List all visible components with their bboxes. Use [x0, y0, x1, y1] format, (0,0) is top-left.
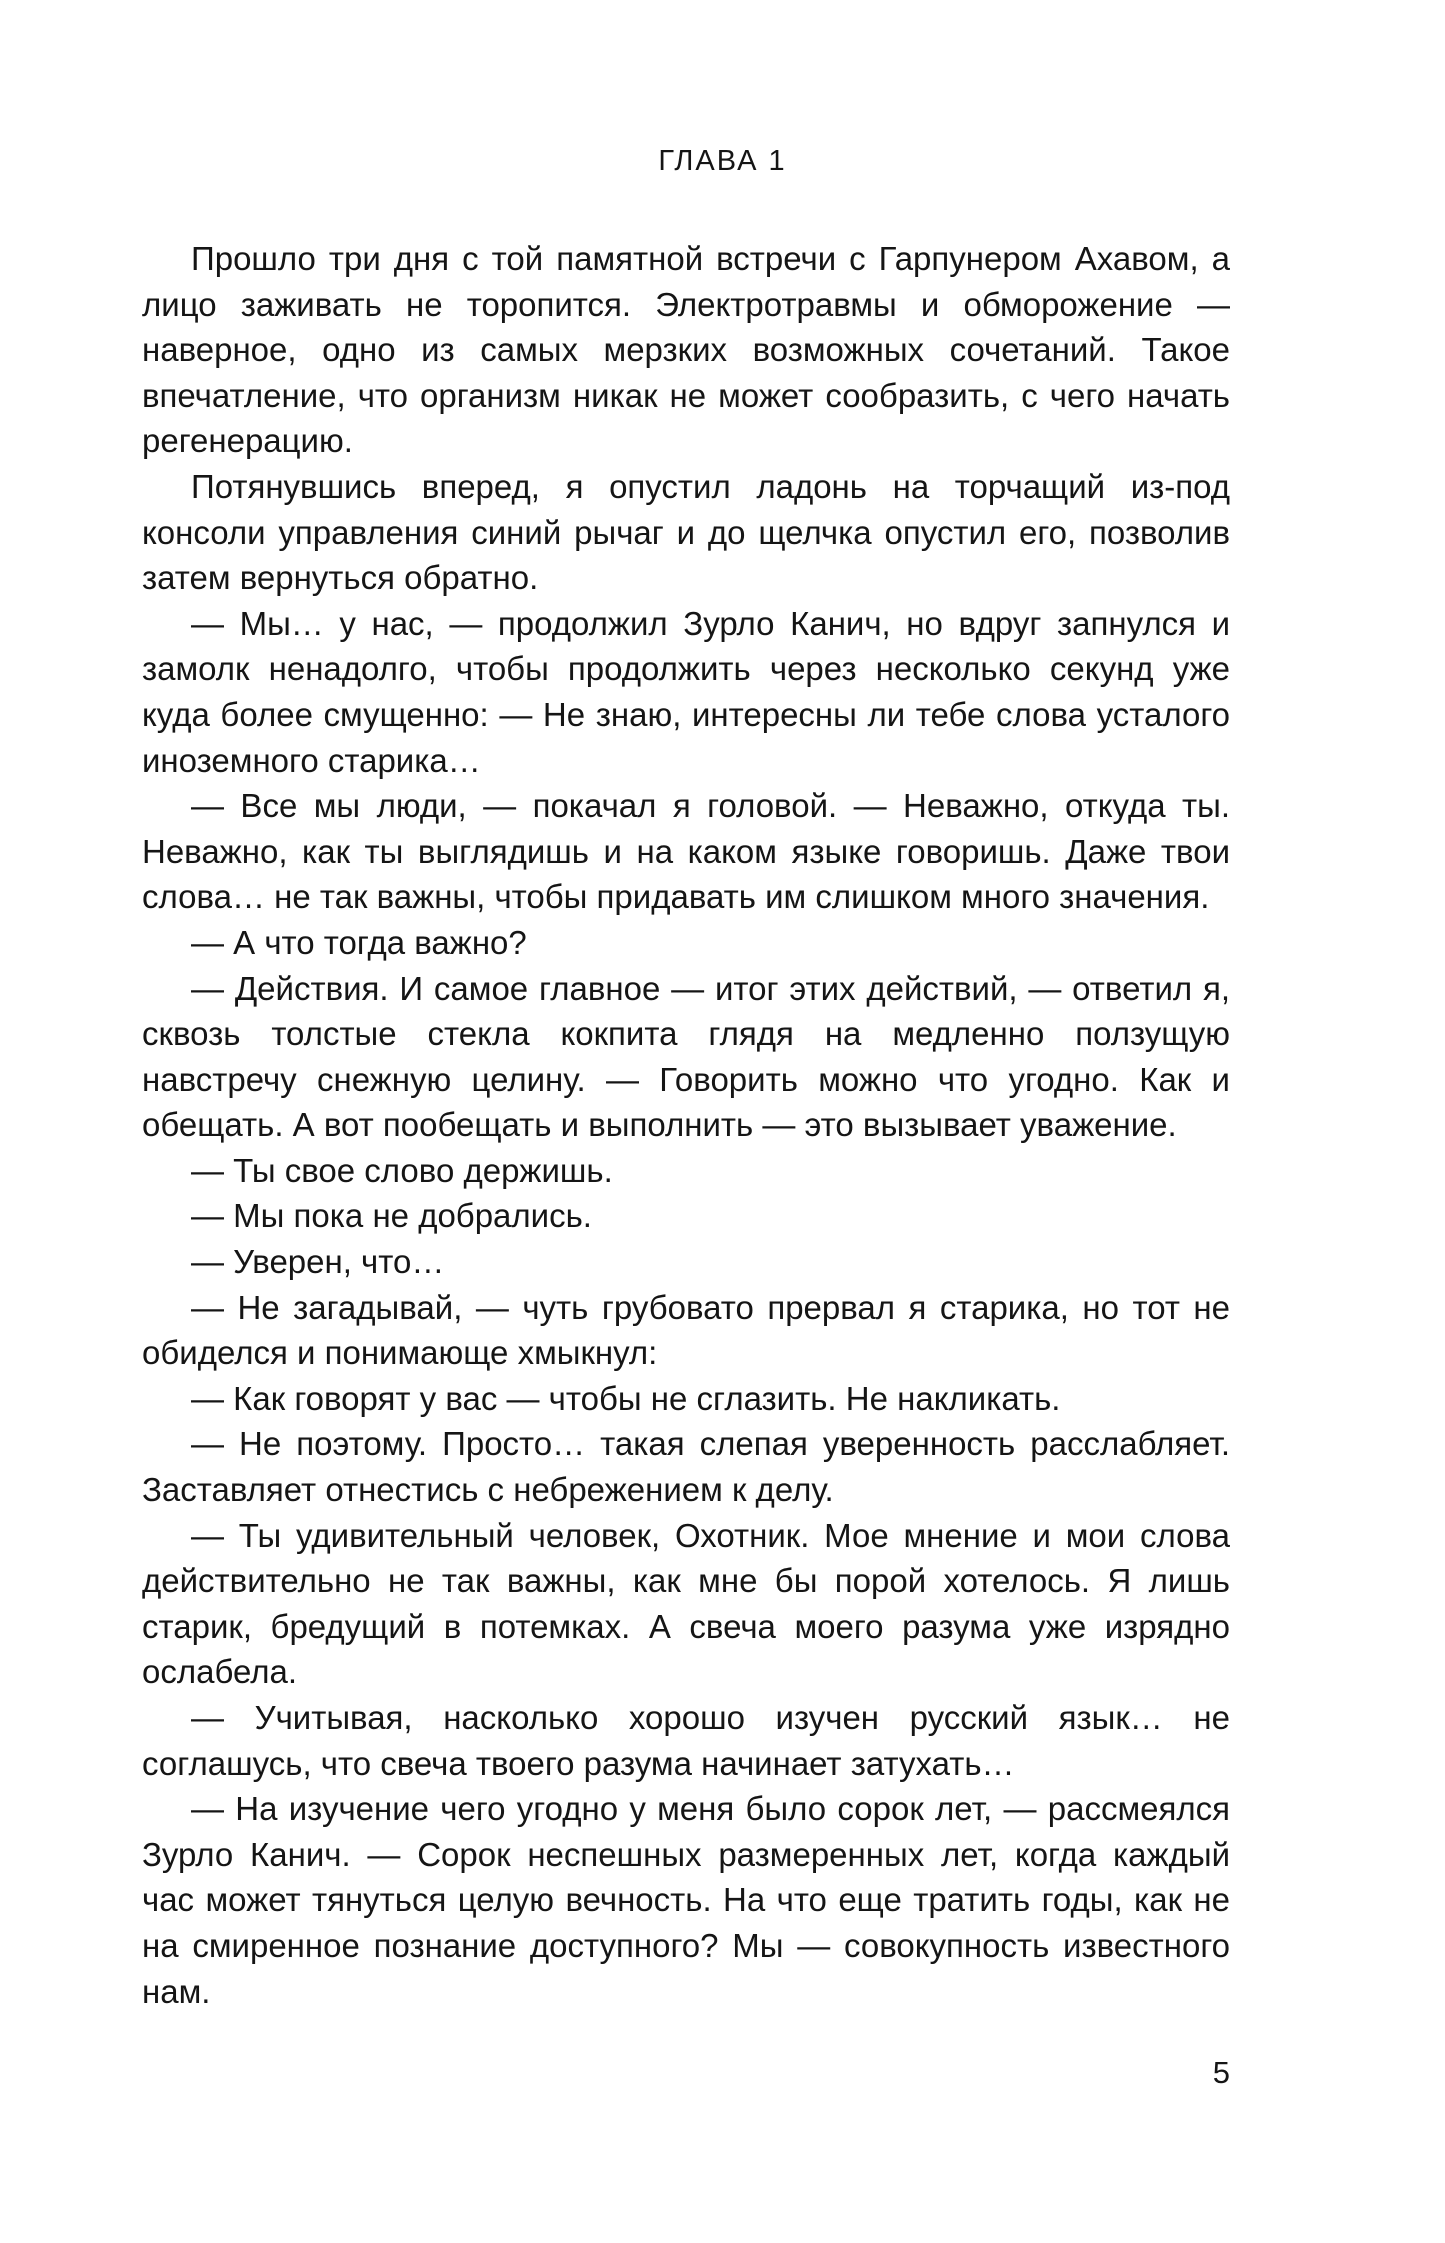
- chapter-heading: ГЛАВА 1: [658, 145, 787, 177]
- paragraph: — Ты свое слово держишь.: [191, 1151, 613, 1189]
- paragraph: Потянувшись вперед, я опустил ладонь на торчащий из-под консоли управления синий рычаг и до щелчка опустил его, позволив затем вернуться обратно.: [142, 467, 1230, 597]
- paragraph: — Учитывая, насколько хорошо изучен русский язык… не соглашусь, что свеча твоего разума начинает затухать…: [142, 1699, 1230, 1782]
- paragraph: — Мы… у нас, — продолжил Зурло Канич, но вдруг запнулся и замолк ненадолго, чтобы продолжить через несколько секунд уже куда более смущенно: — Не знаю, интересны ли тебе слова усталого иноземного старика…: [142, 604, 1230, 779]
- paragraph: — Все мы люди, — покачал я головой. — Неважно, откуда ты. Неважно, как ты выглядишь и на каком языке говоришь. Даже твои слова… не так важны, чтобы придавать им слишком много значения.: [142, 787, 1230, 916]
- page-body: [142, 236, 1230, 2014]
- paragraph: — На изучение чего угодно у меня было сорок лет, — рассмеялся Зурло Канич. — Сорок неспешных размеренных лет, когда каждый час может тянуться целую вечность. На что еще тратить годы, как не на смиренное познание доступного? Мы — совокупность известного нам.: [142, 1790, 1230, 2010]
- paragraph: — Мы пока не добрались.: [191, 1197, 592, 1235]
- paragraph: — А что тогда важно?: [191, 923, 527, 961]
- paragraph: — Не загадывай, — чуть грубовато прервал я старика, но тот не обиделся и понимающе хмыкнул:: [142, 1288, 1230, 1372]
- paragraph: Прошло три дня с той памятной встречи с Гарпунером Ахавом, а лицо заживать не торопится. Электротравмы и обморожение — наверное, одно из самых мерзких возможных сочетаний. Такое впечатление, что организм никак не может сообразить, с чего начать регенерацию.: [142, 240, 1230, 460]
- paragraph: — Как говорят у вас — чтобы не сглазить. Не накликать.: [191, 1379, 1061, 1417]
- paragraph: — Уверен, что…: [191, 1243, 445, 1281]
- paragraph: — Ты удивительный человек, Охотник. Мое мнение и мои слова действительно не так важны, как мне бы порой хотелось. Я лишь старик, бредущий в потемках. А свеча моего разума уже изрядно ослабела.: [142, 1516, 1230, 1691]
- paragraph: — Действия. И самое главное — итог этих действий, — ответил я, сквозь толстые стекла кокпита глядя на медленно ползущую навстречу снежную целину. — Говорить можно что угодно. Как и обещать. А вот пообещать и выполнить — это вызывает уважение.: [142, 969, 1230, 1144]
- page-number: 5: [1212, 2055, 1230, 2090]
- paragraph: — Не поэтому. Просто… такая слепая уверенность расслабляет. Заставляет отнестись с небрежением к делу.: [142, 1425, 1230, 1509]
